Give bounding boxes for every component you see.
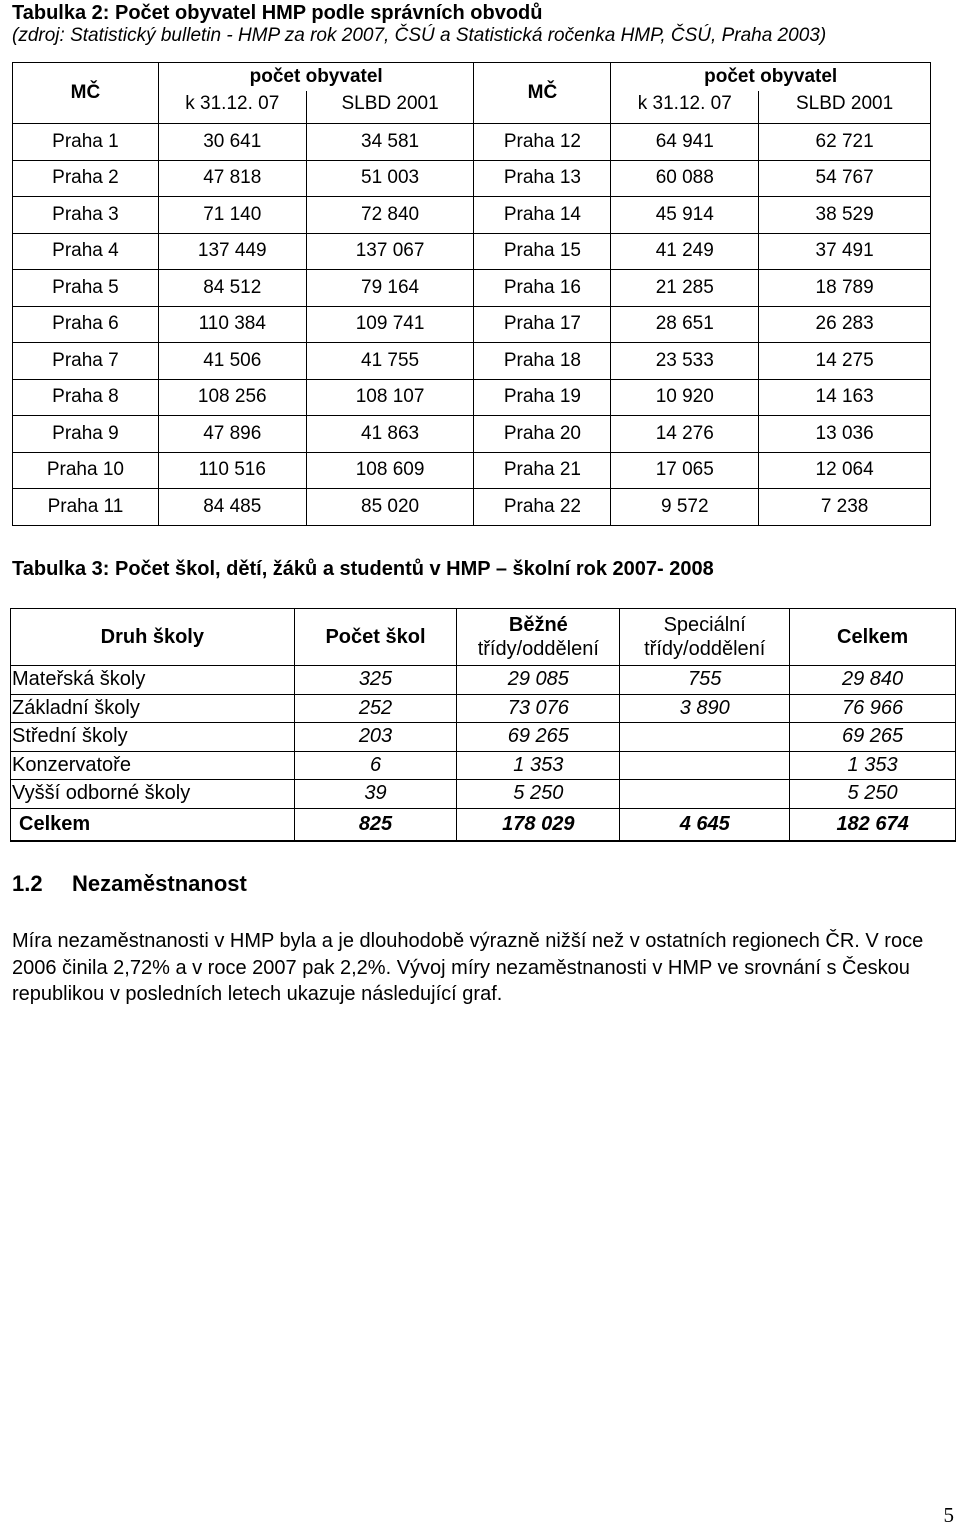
table-row [11,751,956,780]
header-pocet-obyvatel-right: počet obyvatel [611,63,931,92]
school-type: Střední školy [11,723,295,752]
total-count: 29 840 [790,666,956,695]
special-classes [620,751,790,780]
school-count: 325 [294,666,457,695]
population-2001: 14 275 [759,343,931,380]
population-2007: 14 276 [611,416,759,453]
district-name: Praha 3 [13,197,159,234]
header-date-right: k 31.12. 07 [611,91,759,124]
school-count: 825 [294,808,457,841]
table-row [13,416,931,453]
population-2007: 64 941 [611,124,759,161]
header-specialni-line1: Speciální [663,614,746,636]
special-classes: 4 645 [620,808,790,841]
table-row [13,124,931,161]
school-type: Základní školy [11,694,295,723]
table2-source: (zdroj: Statistický bulletin - HMP za rok 2007, ČSÚ a Statistická ročenka HMP, ČSÚ, Praha 2003) [12,25,827,46]
header-sldb-right: SLBD 2001 [759,91,931,124]
table-row [13,160,931,197]
population-2007: 108 256 [158,379,306,416]
population-2001: 85 020 [306,489,474,526]
school-count: 6 [294,751,457,780]
population-2007: 71 140 [158,197,306,234]
population-2001: 38 529 [759,197,931,234]
population-2001: 13 036 [759,416,931,453]
school-type: Konzervatoře [11,751,295,780]
school-type: Celkem [11,808,295,841]
header-specialni-tridy [620,609,790,666]
district-name: Praha 16 [474,270,611,307]
table-row [13,343,931,380]
population-2001: 109 741 [306,306,474,343]
population-2007: 41 506 [158,343,306,380]
total-count: 1 353 [790,751,956,780]
district-name: Praha 20 [474,416,611,453]
population-2001: 79 164 [306,270,474,307]
district-name: Praha 10 [13,452,159,489]
section-heading [12,870,247,898]
population-2001: 108 609 [306,452,474,489]
district-name: Praha 1 [13,124,159,161]
population-table [12,62,931,526]
district-name: Praha 6 [13,306,159,343]
regular-classes: 1 353 [457,751,620,780]
district-name: Praha 12 [474,124,611,161]
population-2001: 51 003 [306,160,474,197]
population-2007: 23 533 [611,343,759,380]
total-row [11,808,956,841]
population-2001: 108 107 [306,379,474,416]
district-name: Praha 11 [13,489,159,526]
population-2001: 37 491 [759,233,931,270]
school-count: 252 [294,694,457,723]
school-type: Mateřská školy [11,666,295,695]
header-specialni-line2: třídy/oddělení [644,638,766,660]
regular-classes: 69 265 [457,723,620,752]
population-2001: 41 863 [306,416,474,453]
population-2001: 34 581 [306,124,474,161]
table-row [13,489,931,526]
special-classes [620,780,790,809]
district-name: Praha 21 [474,452,611,489]
header-date-left: k 31.12. 07 [158,91,306,124]
population-2001: 7 238 [759,489,931,526]
population-2007: 137 449 [158,233,306,270]
special-classes [620,723,790,752]
total-count: 69 265 [790,723,956,752]
table-row [13,270,931,307]
header-pocet-obyvatel-left: počet obyvatel [158,63,474,92]
header-bezne-line2: třídy/oddělení [477,638,599,660]
header-mc-left: MČ [13,63,159,124]
district-name: Praha 9 [13,416,159,453]
population-2001: 26 283 [759,306,931,343]
table-row [13,197,931,234]
district-name: Praha 7 [13,343,159,380]
special-classes: 755 [620,666,790,695]
district-name: Praha 5 [13,270,159,307]
population-2001: 72 840 [306,197,474,234]
district-name: Praha 15 [474,233,611,270]
header-druh-skoly: Druh školy [11,609,295,666]
school-count: 203 [294,723,457,752]
regular-classes: 178 029 [457,808,620,841]
schools-table [10,608,956,842]
district-name: Praha 4 [13,233,159,270]
population-2007: 84 485 [158,489,306,526]
population-2007: 110 516 [158,452,306,489]
regular-classes: 29 085 [457,666,620,695]
district-name: Praha 22 [474,489,611,526]
population-2001: 41 755 [306,343,474,380]
population-2001: 14 163 [759,379,931,416]
header-bezne-tridy [457,609,620,666]
population-2007: 30 641 [158,124,306,161]
district-name: Praha 14 [474,197,611,234]
total-count: 182 674 [790,808,956,841]
table-row [11,666,956,695]
table-row [13,452,931,489]
total-count: 76 966 [790,694,956,723]
district-name: Praha 19 [474,379,611,416]
population-2007: 60 088 [611,160,759,197]
table-row [13,306,931,343]
table-row [11,694,956,723]
table3-title: Tabulka 3: Počet škol, dětí, žáků a studentů v HMP – školní rok 2007- 2008 [12,558,714,580]
district-name: Praha 17 [474,306,611,343]
population-2007: 21 285 [611,270,759,307]
header-bezne-line1: Běžné [508,614,568,636]
section-title: Nezaměstnanost [72,871,247,896]
population-2001: 18 789 [759,270,931,307]
table2-title: Tabulka 2: Počet obyvatel HMP podle správních obvodů [12,2,543,24]
school-count: 39 [294,780,457,809]
district-name: Praha 18 [474,343,611,380]
population-2007: 9 572 [611,489,759,526]
district-name: Praha 13 [474,160,611,197]
population-2001: 62 721 [759,124,931,161]
population-2007: 45 914 [611,197,759,234]
district-name: Praha 8 [13,379,159,416]
population-2007: 47 896 [158,416,306,453]
header-celkem: Celkem [790,609,956,666]
table-row [13,233,931,270]
table-row [11,780,956,809]
population-2007: 41 249 [611,233,759,270]
population-2007: 47 818 [158,160,306,197]
district-name: Praha 2 [13,160,159,197]
table-row [11,723,956,752]
school-type: Vyšší odborné školy [11,780,295,809]
header-sldb-left: SLBD 2001 [306,91,474,124]
population-2001: 137 067 [306,233,474,270]
page-number: 5 [943,1503,954,1527]
regular-classes: 73 076 [457,694,620,723]
population-2007: 10 920 [611,379,759,416]
population-2007: 17 065 [611,452,759,489]
population-2007: 110 384 [158,306,306,343]
header-pocet-skol: Počet škol [294,609,457,666]
section-paragraph: Míra nezaměstnanosti v HMP byla a je dlouhodobě výrazně nižší než v ostatních regionech ČR. V roce 2006 činila 2,72% a v roce 2007 pak 2,2%. Vývoj míry nezaměstnanosti v HMP ve srovnání s Českou republikou v posledních letech ukazuje následující graf. [12,930,924,1005]
population-2001: 54 767 [759,160,931,197]
population-2001: 12 064 [759,452,931,489]
population-2007: 28 651 [611,306,759,343]
section-number: 1.2 [12,871,43,896]
total-count: 5 250 [790,780,956,809]
header-mc-right: MČ [474,63,611,124]
population-2007: 84 512 [158,270,306,307]
special-classes: 3 890 [620,694,790,723]
table-row [13,379,931,416]
regular-classes: 5 250 [457,780,620,809]
